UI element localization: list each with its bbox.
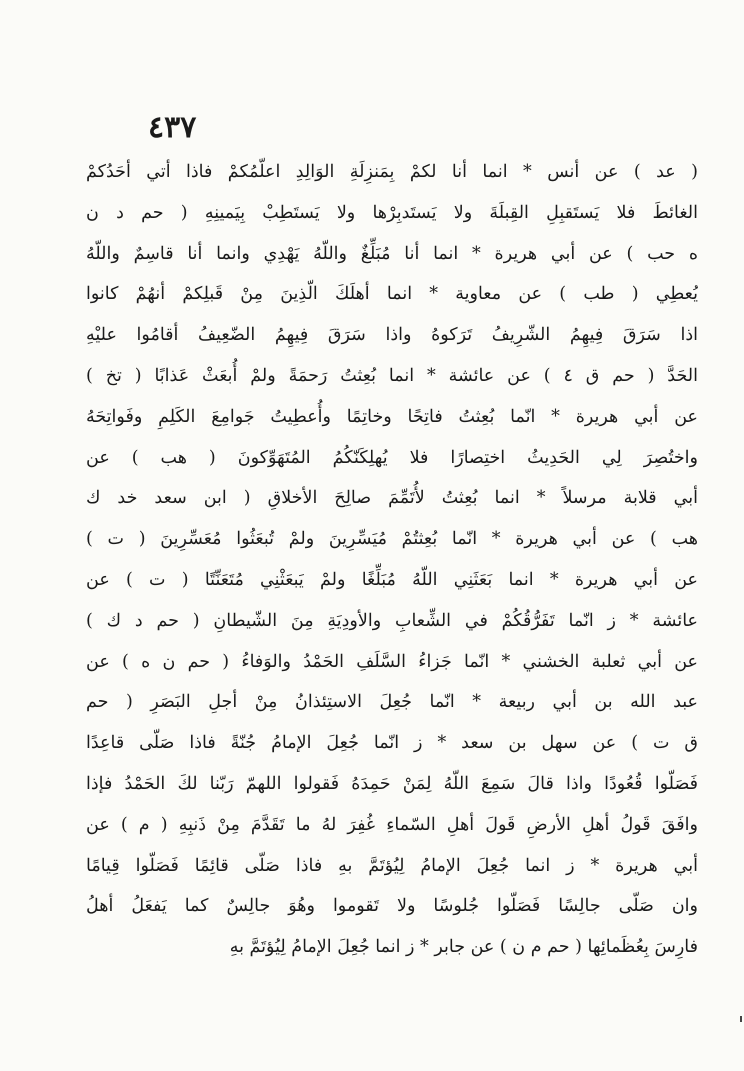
text-line: وان صَلّى جالِسًا فَصَلّوا جُلوسًا ولا تَقوموا وهُوَ جالِسٌ كما يَفعَلُ أهلُ — [86, 896, 698, 917]
text-line: الغائطَ فلا يَستَقبِلِ القِبلَةَ ولا يَستَدبِرْها ولا يَستَطِبْ بِيَمينِهِ ( حم د ن — [86, 202, 698, 223]
text-line: وافَقَ قَولُ أهلِ الأرضِ قَولَ أهلِ السّماءِ غُفِرَ لهُ ما تَقَدَّمَ مِنْ ذَنبِهِ ( م ) عن — [86, 814, 698, 835]
text-line: عن أبي ثعلبة الخشني * انّما جَزاءُ السَّلَفِ الحَمْدُ والوَفاءُ ( حم ن ه ) عن — [86, 651, 698, 672]
text-line: ( عد ) عن أنس * انما أنا لكمْ بِمَنزِلَةِ الوَالِدِ اعلّمُكمْ فاذا أتي أحَدُكمْ — [86, 162, 698, 182]
text-line: عائشة * ز انّما تَفَرُّقُكُمْ في الشِّعابِ والأودِيَةِ مِنَ الشّيطانِ ( حم د ك ) — [86, 610, 698, 631]
text-line: يُعطِي ( طب ) عن معاوية * انما أهلَكَ الّذِينَ مِنْ قَبلِكمْ أنهُمْ كانوا — [86, 284, 698, 305]
text-line: عبد الله بن أبي ربيعة * انّما جُعِلَ الاستِئذانُ مِنْ أجلِ البَصَرِ ( حم — [86, 692, 698, 713]
page-number: ٤٣٧ — [148, 110, 197, 145]
text-line: أبي هريرة * ز انما جُعِلَ الإمامُ لِيُؤتَمَّ بهِ فاذا صَلّى قائِمًا فَصَلّوا قِيامًا — [86, 855, 698, 876]
text-line: هب ) عن أبي هريرة * انّما بُعِثتُمْ مُيَسِّرِينَ ولمْ تُبعَثُوا مُعَسِّرِينَ ( ت ) — [86, 529, 698, 550]
text-line: الحَدَّ ( حم ق ٤ ) عن عائشة * انما بُعِثتُ رَحمَةً ولمْ أُبعَثْ عَذابًا ( تخ ) — [86, 365, 698, 386]
text-line: ه حب ) عن أبي هريرة * انما أنا مُبَلِّغٌ واللّهُ يَهْدِي وانما أنا قاسِمٌ واللّهُ — [86, 243, 698, 264]
text-line: ق ت ) عن سهل بن سعد * ز انّما جُعِلَ الإمامُ جُنّةً فاذا صَلّى قاعِدًا — [86, 733, 698, 754]
text-line: عن أبي هريرة * انما بَعَثَنِي اللّهُ مُبَلِّغًا ولمْ يَبعَثْنِي مُتَعَنِّتًا ( ت ) عن — [86, 569, 698, 590]
text-line: واختُصِرَ لِي الحَدِيثُ اختِصارًا فلا يُهلِكَنّكُمُ المُتَهَوِّكونَ ( هب ) عن — [86, 447, 698, 468]
text-line: اذا سَرَقَ فِيهِمُ الشّرِيفُ تَرَكوهُ واذا سَرَقَ فِيهِمُ الضّعِيفُ أقامُوا عليْهِ — [86, 325, 698, 346]
text-line: أبي قلابة مرسلاً * انما بُعِثتُ لأُتَمِّمَ صالِحَ الأخلاقِ ( ابن سعد خد ك — [86, 488, 698, 509]
text-line: فَصَلّوا قُعُودًا واذا قالَ سَمِعَ اللّهُ لِمَنْ حَمِدَهُ فَقولوا اللهمّ رَبّنا لكَ الحَمْدُ فإذا — [86, 773, 698, 794]
text-line: عن أبي هريرة * انّما بُعِثتُ فاتِحًا وخاتِمًا وأُعطِيتُ جَوامِعَ الكَلِمِ وفَواتِحَهُ — [86, 406, 698, 427]
hadith-text-block — [86, 152, 698, 992]
text-line: فارِسَ بِعُظَمائِها ( حم م ن ) عن جابر * ز انما جُعِلَ الإمامُ لِيُؤتَمَّ بهِ — [229, 937, 698, 958]
scan-speck — [740, 1016, 742, 1022]
